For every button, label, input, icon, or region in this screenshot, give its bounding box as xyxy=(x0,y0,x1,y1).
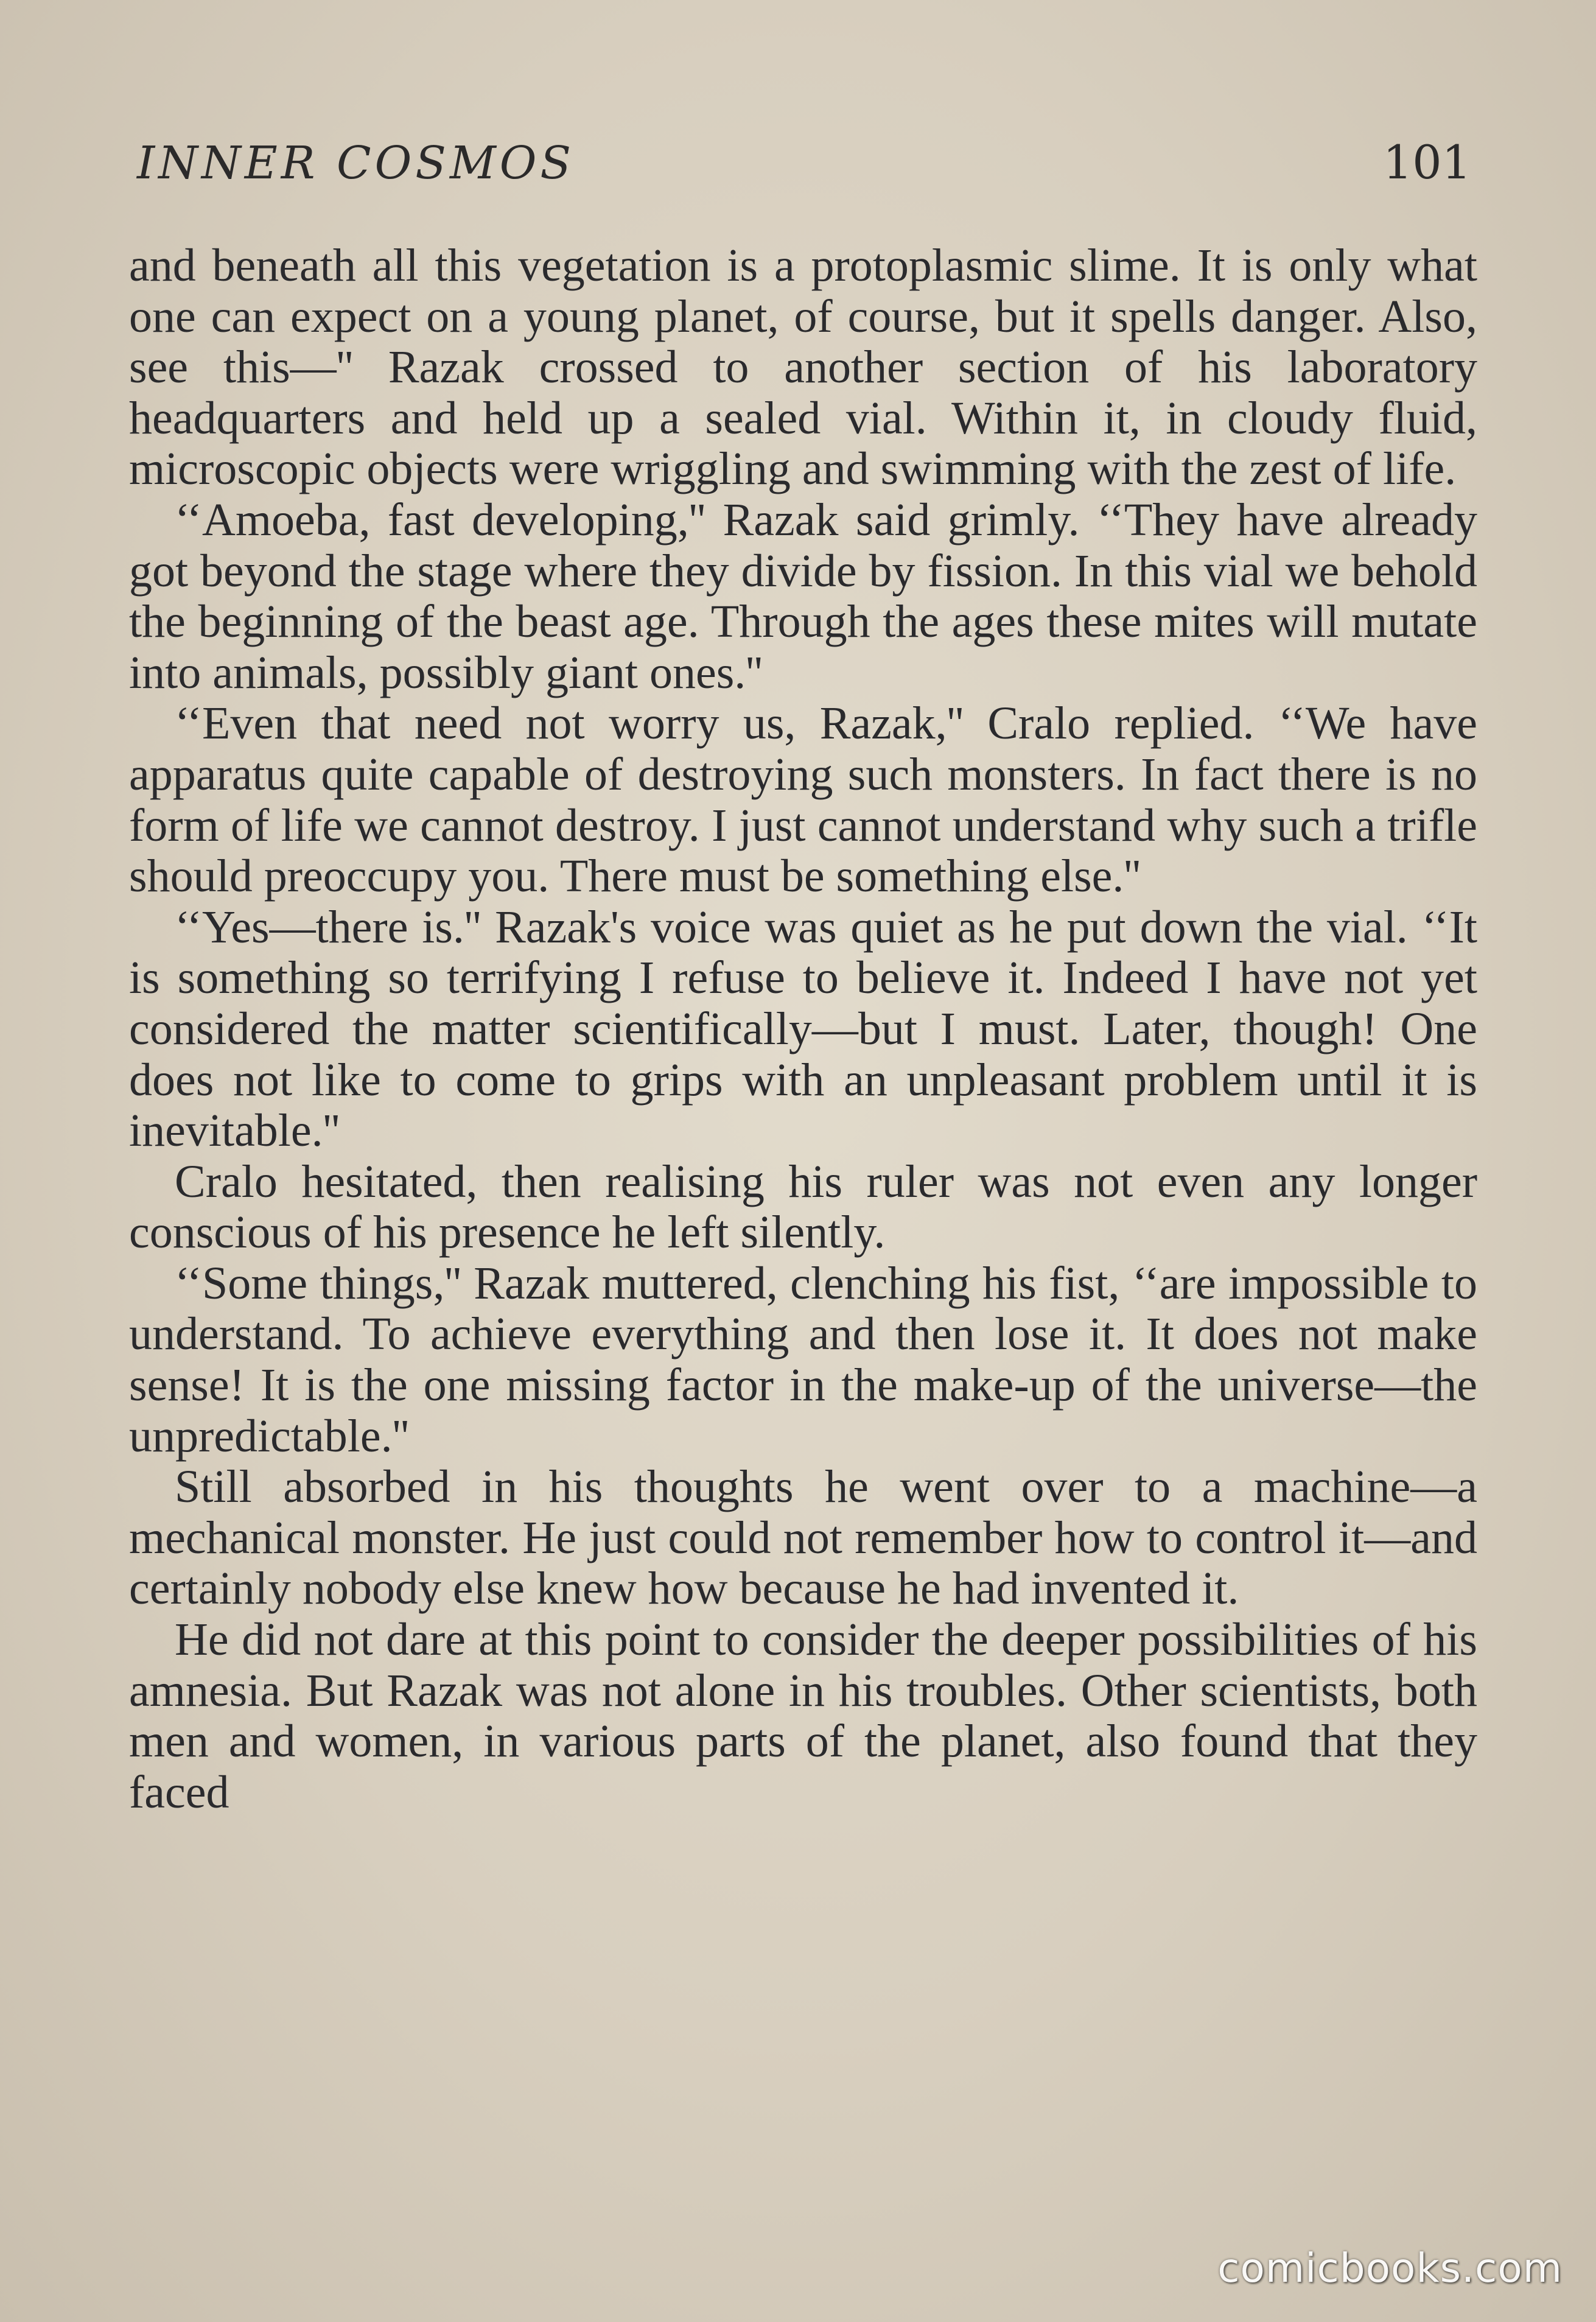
page-number: 101 xyxy=(1382,135,1471,189)
paragraph: Still absorbed in his thoughts he went over to a machine—a mechanical monster. He just could not remember how to control it—and certainly nobody else knew how because he had invented it. xyxy=(129,1461,1477,1615)
paragraph: Cralo hesitated, then realising his ruler was not even any longer conscious of his presence he left silently. xyxy=(129,1156,1477,1258)
paragraph: ‘‘Yes—there is.'' Razak's voice was quiet as he put down the vial. ‘‘It is something so terrifying I refuse to believe it. Indeed I have not yet considered the matter scientifically—but I must. Later, though! One does not like to come to grips with an unpleasant problem until it is inevitable.'' xyxy=(129,901,1477,1157)
running-title: INNER COSMOS xyxy=(137,137,575,189)
paragraph: ‘‘Even that need not worry us, Razak,'' Cralo replied. ‘‘We have apparatus quite capable of destroying such monsters. In fact there is no form of life we cannot destroy. I just cannot understand why such a trifle should preoccupy you. There must be something else.'' xyxy=(129,698,1477,902)
watermark: comicbooks.com xyxy=(1217,2245,1563,2292)
paragraph: ‘‘Amoeba, fast developing,'' Razak said grimly. ‘‘They have already got beyond the stage where they divide by fission. In this vial we behold the beginning of the beast age. Through the ages these mites will mutate into animals, possibly giant ones.'' xyxy=(129,494,1477,698)
body-text xyxy=(129,240,1477,1818)
paragraph: and beneath all this vegetation is a protoplasmic slime. It is only what one can expect on a young planet, of course, but it spells danger. Also, see this—'' Razak crossed to another section of his laboratory headquarters and held up a sealed vial. Within it, in cloudy fluid, microscopic objects were wriggling and swimming with the zest of life. xyxy=(129,240,1477,495)
paragraph: He did not dare at this point to consider the deeper possibilities of his amnesia. But Razak was not alone in his troubles. Other scientists, both men and women, in various parts of the planet, also found that they faced xyxy=(129,1614,1477,1818)
paragraph: ‘‘Some things,'' Razak muttered, clenching his fist, ‘‘are impossible to understand. To achieve everything and then lose it. It does not make sense! It is the one missing factor in the make-up of the universe—the unpredictable.'' xyxy=(129,1257,1477,1462)
